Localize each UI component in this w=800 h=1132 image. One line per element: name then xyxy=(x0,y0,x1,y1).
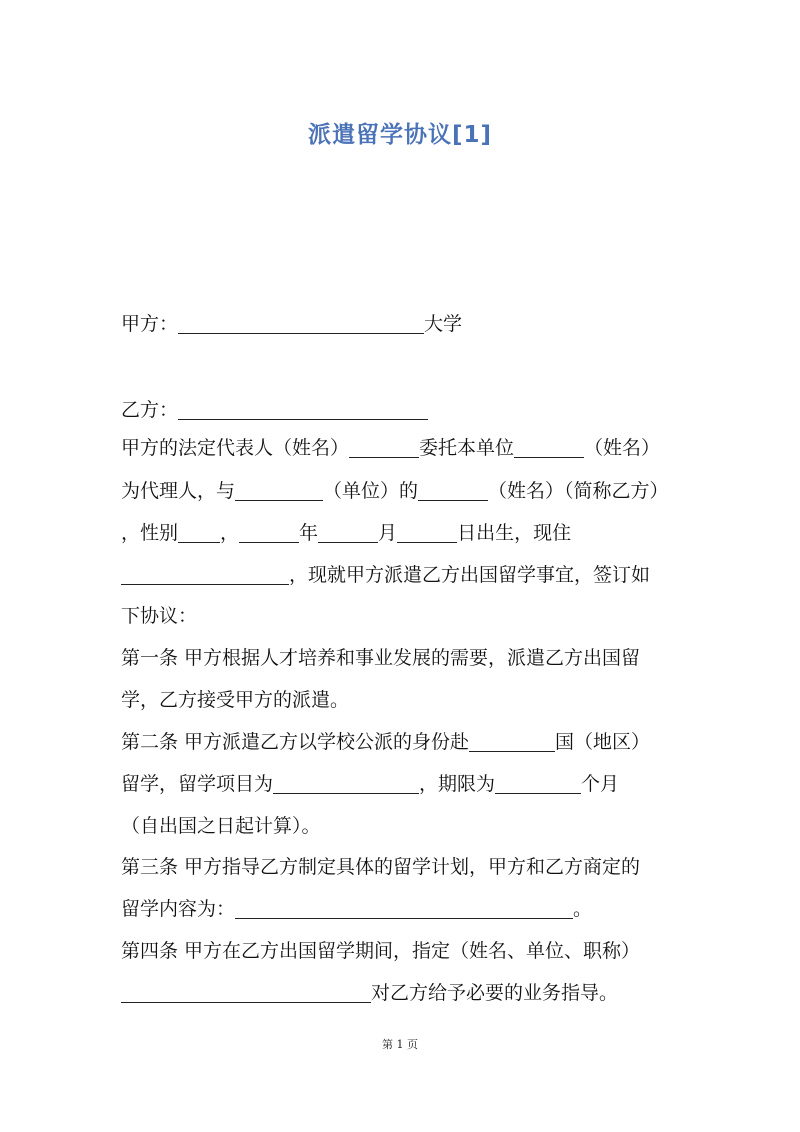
blank xyxy=(349,439,419,458)
text-segment: 甲方的法定代表人（姓名） xyxy=(121,437,350,459)
party-a-line xyxy=(121,312,691,336)
party-b-blank xyxy=(178,401,428,420)
text-segment: 第二条 甲方派遣乙方以学校公派的身份赴 xyxy=(121,731,470,753)
page-suffix: 页 xyxy=(407,1038,418,1051)
text-segment: （姓名） xyxy=(584,437,661,459)
article2-line1 xyxy=(121,730,691,754)
article4-line1: 第四条 甲方在乙方出国留学期间，指定（姓名、单位、职称） xyxy=(121,940,641,962)
document-title: 派遣留学协议[1] xyxy=(307,122,493,148)
page-prefix: 第 xyxy=(382,1038,393,1051)
text-segment: 。 xyxy=(573,898,593,920)
party-b-label: 乙方： xyxy=(121,399,179,421)
text-segment: 个月 xyxy=(581,773,620,795)
text-segment: ，现就甲方派遣乙方出国留学事宜，签订如 xyxy=(289,564,651,586)
text-segment: 国（地区） xyxy=(555,731,651,753)
blank xyxy=(273,775,419,794)
text-segment: 日出生，现住 xyxy=(457,522,572,544)
blank xyxy=(514,439,584,458)
page-number: 1 xyxy=(396,1038,404,1051)
text-segment: ，性别 xyxy=(121,522,179,544)
blank xyxy=(239,524,299,543)
text-segment: 月 xyxy=(378,522,398,544)
blank xyxy=(469,733,555,752)
blank xyxy=(397,524,457,543)
blank xyxy=(495,775,581,794)
party-b-line xyxy=(121,398,691,422)
article2-line3: （自出国之日起计算）。 xyxy=(121,815,321,837)
party-a-suffix: 大学 xyxy=(424,313,463,335)
para1-line5: 下协议： xyxy=(121,605,198,627)
para1-line4 xyxy=(121,563,691,587)
blank xyxy=(178,524,220,543)
page-footer xyxy=(0,1036,800,1052)
text-segment: 委托本单位 xyxy=(419,437,515,459)
para1-line1 xyxy=(121,436,691,460)
blank xyxy=(318,524,378,543)
blank xyxy=(121,566,289,585)
text-segment: 留学，留学项目为 xyxy=(121,773,274,795)
blank xyxy=(121,984,371,1003)
party-a-label: 甲方： xyxy=(121,313,179,335)
blank xyxy=(418,482,488,501)
article1-line1: 第一条 甲方根据人才培养和事业发展的需要，派遣乙方出国留 xyxy=(121,647,641,669)
article1-line2: 学，乙方接受甲方的派遣。 xyxy=(121,689,350,711)
article4-line2 xyxy=(121,981,691,1005)
para1-line3 xyxy=(121,521,691,545)
text-segment: 留学内容为： xyxy=(121,898,236,920)
text-segment: ，期限为 xyxy=(419,773,496,795)
text-segment: 对乙方给予必要的业务指导。 xyxy=(371,982,619,1004)
party-a-blank xyxy=(178,315,424,334)
text-segment: 年 xyxy=(299,522,319,544)
article3-line2 xyxy=(121,897,691,921)
blank xyxy=(235,482,323,501)
blank xyxy=(235,900,573,919)
text-segment: （单位）的 xyxy=(323,480,419,502)
text-segment: （姓名）（简称乙方） xyxy=(488,480,669,502)
para1-line2 xyxy=(121,479,691,503)
article2-line2 xyxy=(121,772,691,796)
text-segment: 为代理人，与 xyxy=(121,480,236,502)
text-segment: ， xyxy=(220,522,240,544)
article3-line1: 第三条 甲方指导乙方制定具体的留学计划，甲方和乙方商定的 xyxy=(121,856,641,878)
